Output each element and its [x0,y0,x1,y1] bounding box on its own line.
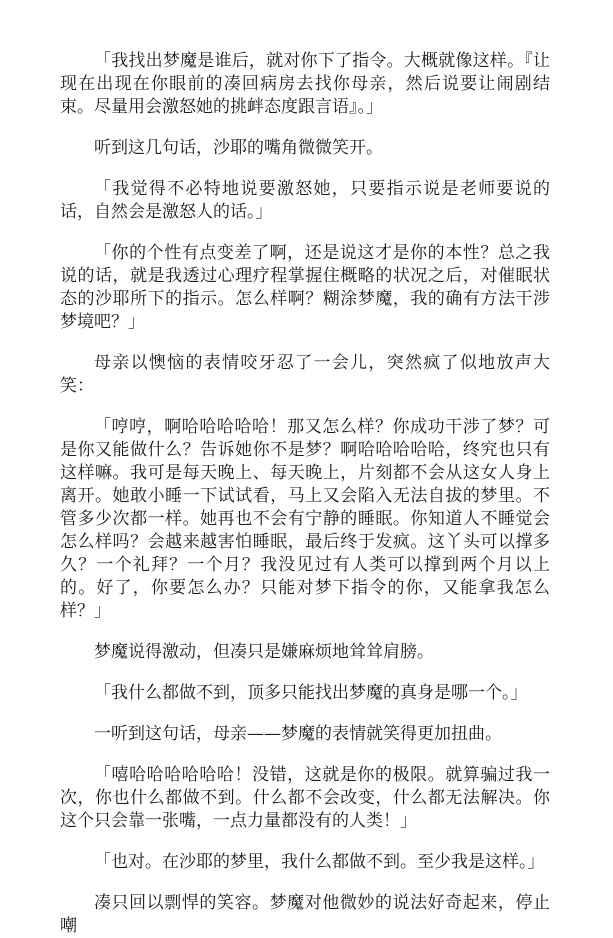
paragraph: 听到这几句话，沙耶的嘴角微微笑开。 [94,138,383,158]
paragraph: 凑只回以剽悍的笑容。梦魔对他微妙的说法好奇起来，停止嘲 [60,893,550,936]
paragraph: 「我觉得不必特地说要激怒她，只要指示说是老师要说的话，自然会是激怒人的话。」 [60,179,550,222]
paragraph: 梦魔说得激动，但凑只是嫌麻烦地耸耸肩膀。 [94,642,434,662]
paragraph: 「嘻哈哈哈哈哈哈！没错，这就是你的极限。就算骗过我一次，你也什么都做不到。什么都不会改变，什么都无法解决。你这个只会靠一张嘴，一点力量都没有的人类！」 [60,765,550,831]
paragraph: 母亲以懊恼的表情咬牙忍了一会儿，突然疯了似地放声大笑： [60,353,550,396]
paragraph: 「你的个性有点变差了啊，还是说这才是你的本性？总之我说的话，就是我透过心理疗程掌握住概略的状况之后，对催眠状态的沙耶所下的指示。怎么样啊？糊涂梦魔，我的确有方法干涉梦境吧？」 [60,243,550,332]
page-text [60,50,550,938]
paragraph: 「我找出梦魔是谁后，就对你下了指令。大概就像这样。『让现在出现在你眼前的凑回病房去找你母亲，然后说要让闹剧结束。尽量用会激怒她的挑衅态度跟言语』。」 [60,51,550,117]
paragraph: 一听到这句话，母亲——梦魔的表情就笑得更加扭曲。 [94,724,502,744]
paragraph: 「哼哼，啊哈哈哈哈哈！那又怎么样？你成功干涉了梦？可是你又能做什么？告诉她你不是梦？啊哈哈哈哈哈，终究也只有这样嘛。我可是每天晚上、每天晚上，片刻都不会从这女人身上离开。她敢小睡一下试试看，马上又会陷入无法自拔的梦里。不管多少次都一样。她再也不会有宁静的睡眠。你知道人不睡觉会怎么样吗？会越来越害怕睡眠，最后终于发疯。这丫头可以撑多久？一个礼拜？一个月？我没见过有人类可以撑到两个月以上的。好了，你要怎么办？只能对梦下指令的你，又能拿我怎么样？」 [60,417,550,621]
paragraph: 「我什么都做不到，顶多只能找出梦魔的真身是哪一个。」 [94,683,528,703]
paragraph: 「也对。在沙耶的梦里，我什么都做不到。至少我是这样。」 [94,852,545,872]
